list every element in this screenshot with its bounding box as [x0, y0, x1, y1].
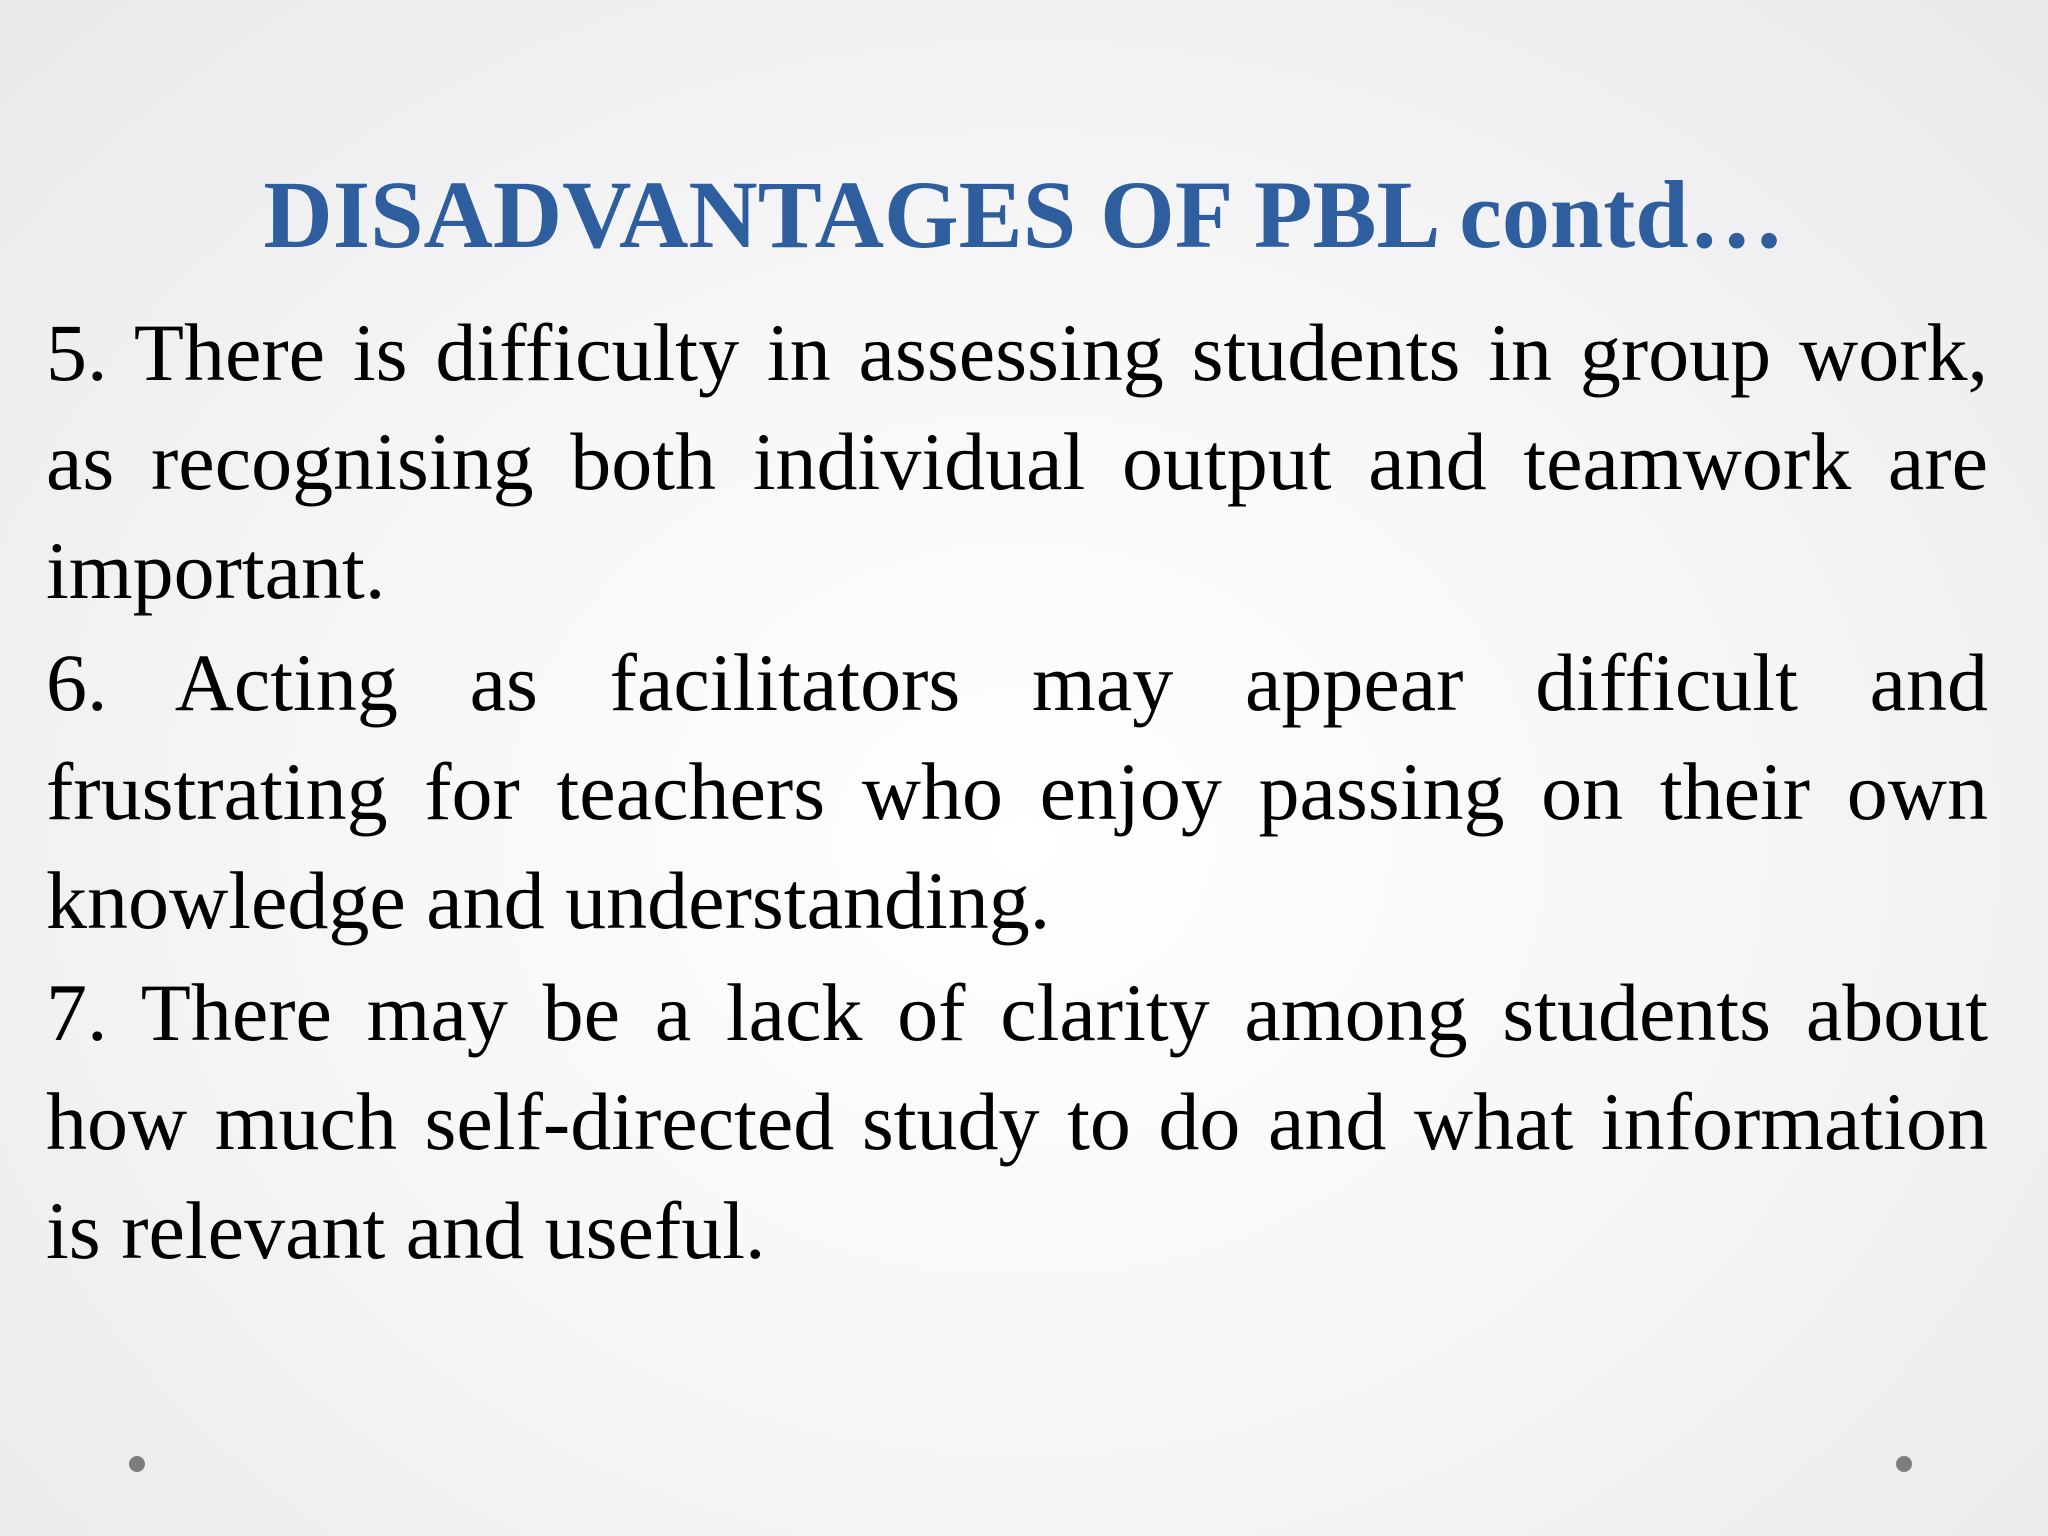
point-item: 7. There may be a lack of clarity among students about how much self-directed study to do and what information is relevant and useful.	[46, 967, 1988, 1276]
point-item: 5. There is difficulty in assessing students in group work, as recognising both individual output and teamwork are important.	[46, 307, 1988, 616]
points-list	[46, 298, 1988, 1288]
decorative-dot-left	[129, 1456, 145, 1472]
slide-title: DISADVANTAGES OF PBL contd…	[263, 161, 1785, 268]
point-item: 6. Acting as facilitators may appear difficult and frustrating for teachers who enjoy passing on their own knowledge and understanding.	[46, 637, 1988, 946]
decorative-dot-right	[1896, 1456, 1912, 1472]
